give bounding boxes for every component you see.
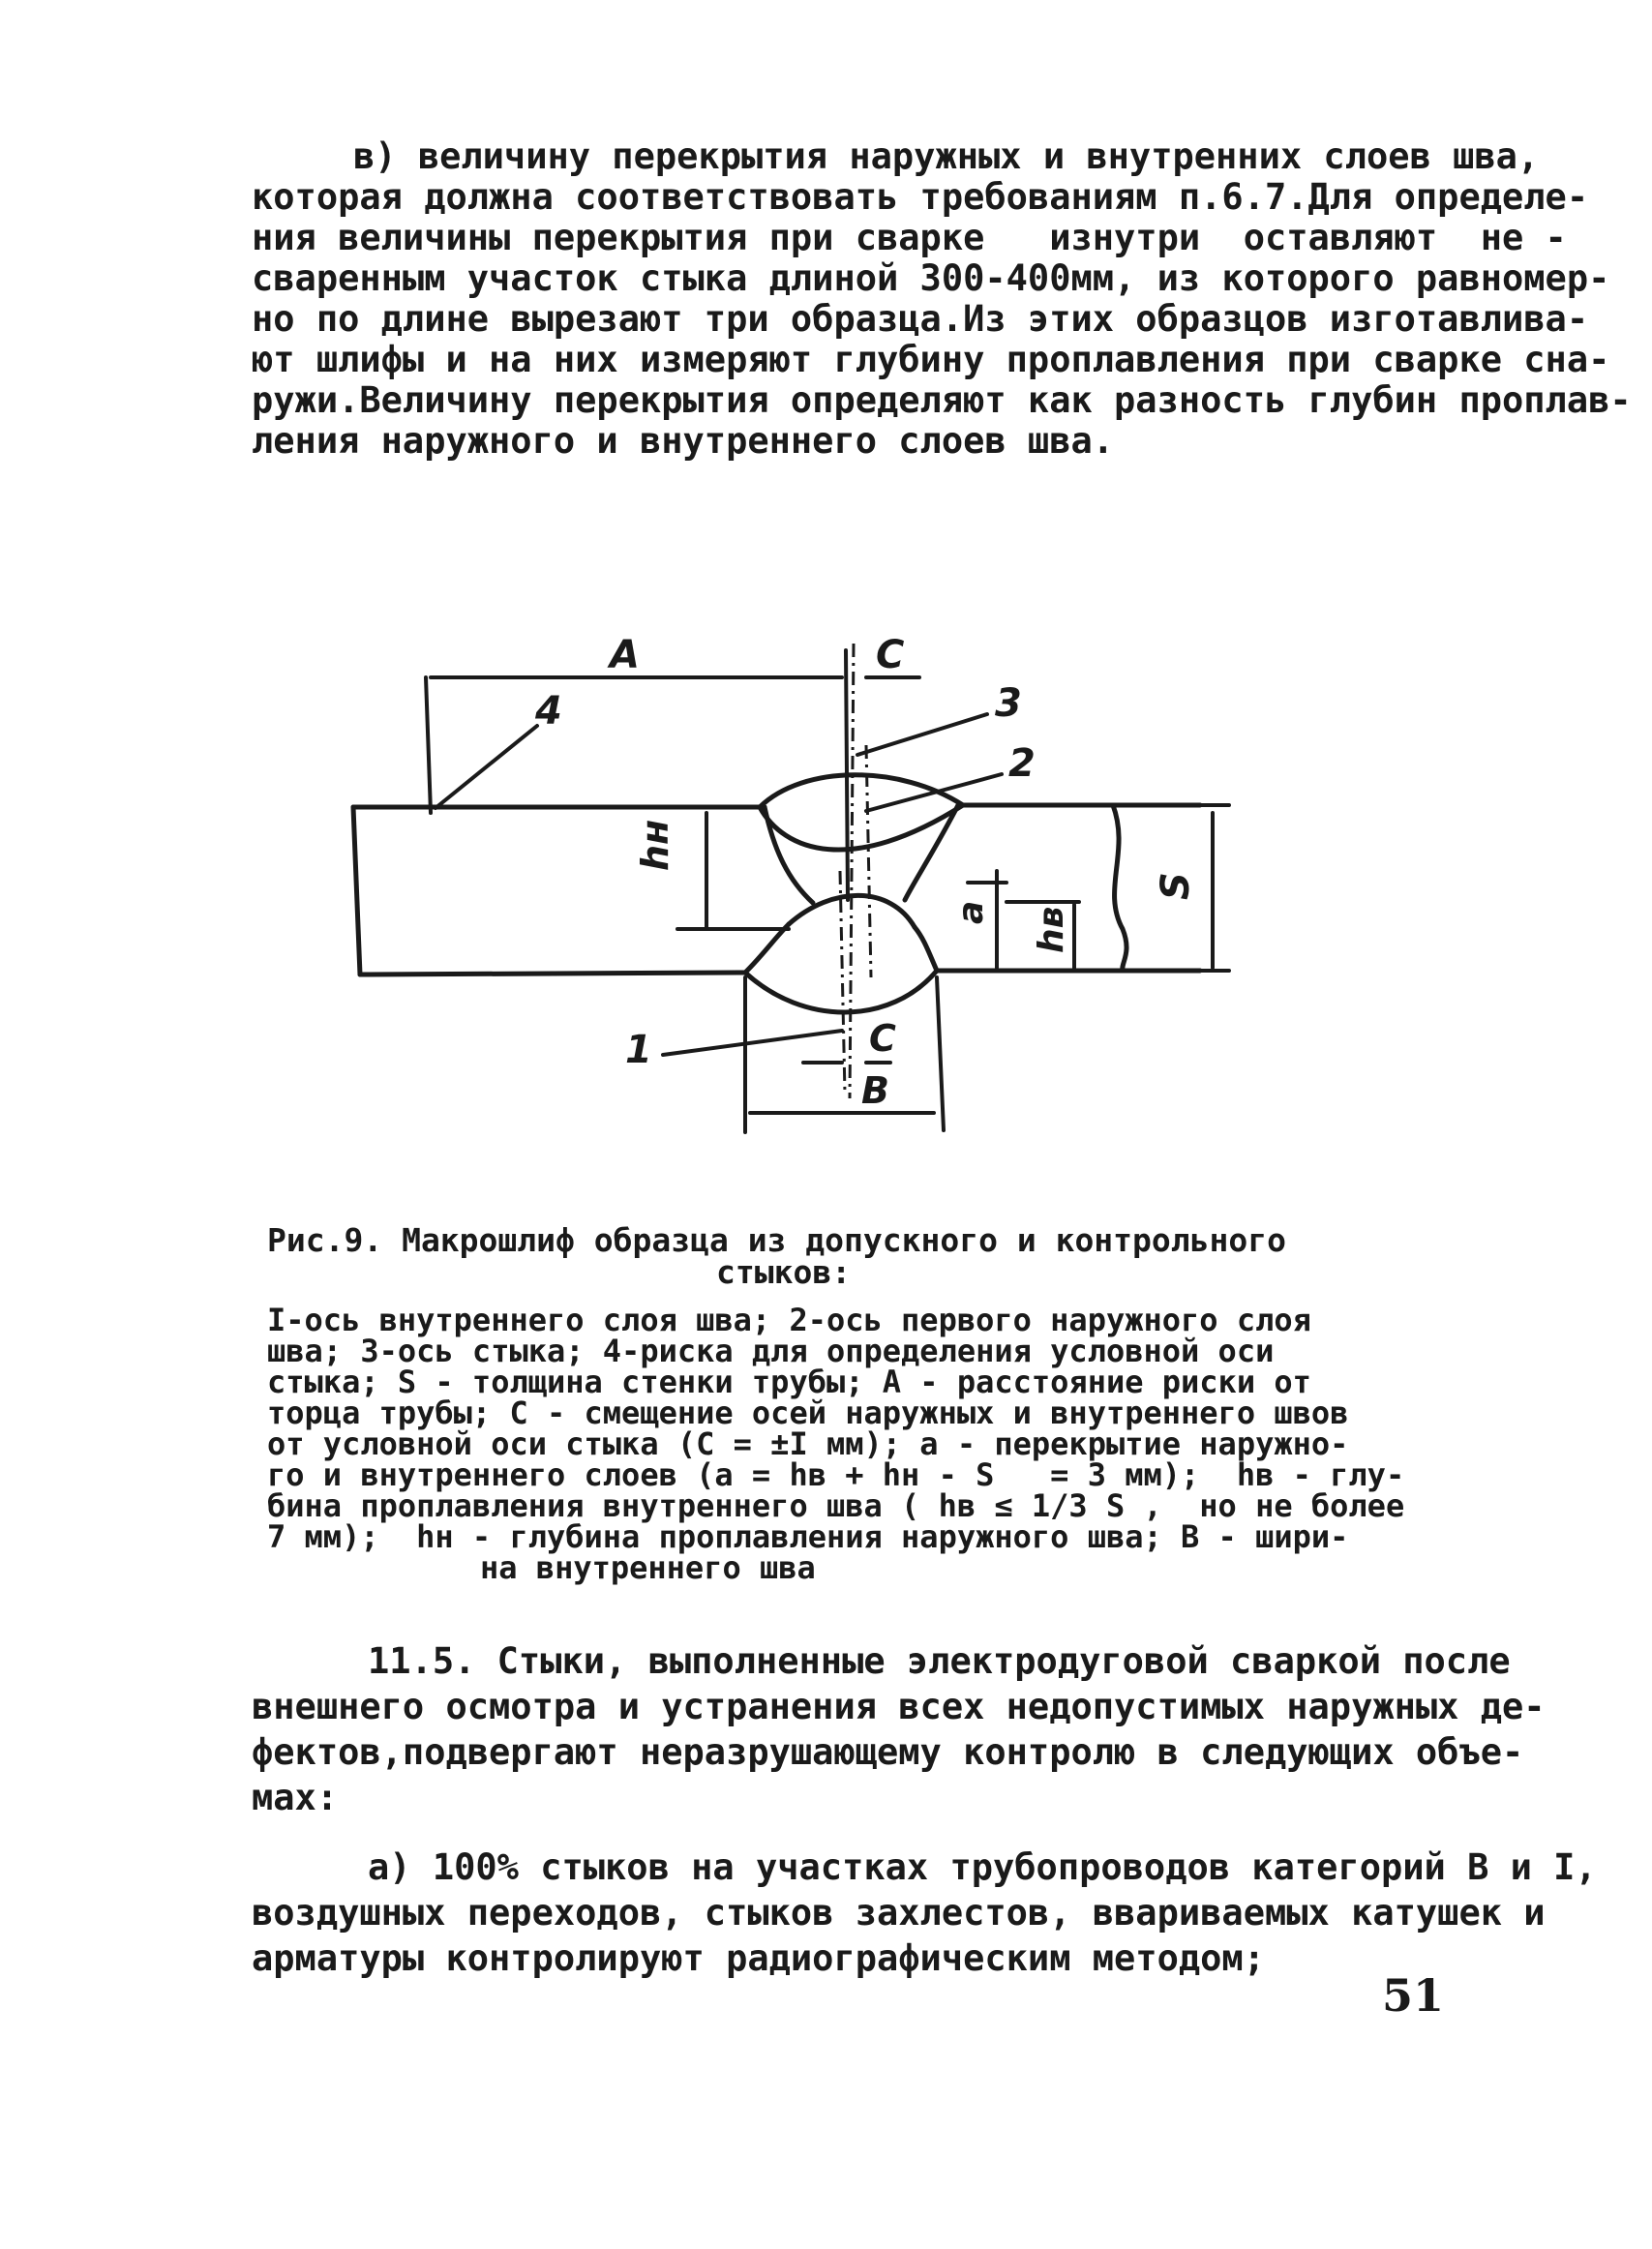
label-3: 3	[995, 681, 1022, 726]
text-line: ют шлифы и на них измеряют глубину проплавления при сварке сна-	[252, 339, 1610, 380]
axis-1-inner	[840, 871, 845, 1094]
groove-right	[905, 805, 958, 900]
axis-2-outer	[866, 745, 871, 977]
legend-line: бина проплавления внутреннего шва ( hв ≤ 1/3 S , но не более	[267, 1487, 1405, 1524]
label-S: S	[1154, 872, 1198, 900]
paragraph-item-a	[252, 1846, 1597, 1985]
text-line: 11.5. Стыки, выполненные электродуговой сваркой после	[368, 1640, 1511, 1682]
paragraph-section-11-5	[252, 1640, 1546, 1824]
legend-line: на внутреннего шва	[480, 1549, 816, 1586]
label-1: 1	[625, 1028, 652, 1072]
text-line: ния величины перекрытия при сварке изнутри оставляют не -	[252, 217, 1567, 258]
label-C-top: C	[876, 633, 905, 677]
text-line: но по длине вырезают три образца.Из этих образцов изготавлива-	[252, 298, 1589, 340]
text-line: внешнего осмотра и устранения всех недопустимых наружных де-	[252, 1686, 1546, 1727]
label-C-bottom: C	[869, 1017, 896, 1060]
label-hb: hв	[1032, 906, 1071, 953]
text-line: в) величину перекрытия наружных и внутренних слоев шва,	[353, 135, 1540, 177]
text-line: которая должна соответствовать требованиям п.6.7.Для определе-	[252, 176, 1589, 218]
text-line: а) 100% стыков на участках трубопроводов категорий В и I,	[368, 1846, 1597, 1888]
legend-line: 7 мм); hн - глубина проплавления наружного шва; B - шири-	[267, 1518, 1349, 1555]
legend-line: I-ось внутреннего слоя шва; 2-ось первого наружного слоя	[267, 1302, 1311, 1338]
label-2: 2	[1008, 741, 1036, 786]
leader-1	[663, 1031, 842, 1055]
plate-left-edge	[353, 807, 360, 975]
figure-legend	[267, 1302, 1405, 1586]
plate-bottom-edge	[360, 971, 1200, 975]
leader-4	[436, 726, 537, 808]
text-line: ружи.Величину перекрытия определяют как разность глубин проплав-	[252, 379, 1632, 421]
text-line: воздушных переходов, стыков захлестов, ввариваемых катушек и	[252, 1892, 1546, 1934]
dim-B	[745, 977, 944, 1132]
figure-caption-title: Рис.9. Макрошлиф образца из допускного и контрольного	[267, 1221, 1286, 1259]
label-A: A	[610, 633, 640, 677]
legend-line: торца трубы; C - смещение осей наружных и внутреннего швов	[267, 1394, 1349, 1431]
axis-3-joint	[850, 644, 854, 1098]
text-line: ления наружного и внутреннего слоев шва.	[252, 420, 1115, 462]
label-a: a	[951, 900, 991, 924]
page-number: 51	[1382, 1969, 1445, 2022]
label-B: B	[861, 1069, 889, 1112]
text-line: мах:	[252, 1777, 339, 1818]
legend-line: го и внутреннего слоев (a = hв + hн - S = 3 мм); hв - глу-	[267, 1456, 1405, 1493]
text-line: фектов,подвергают неразрушающему контролю в следующих объе-	[252, 1731, 1524, 1773]
legend-line: стыка; S - толщина стенки трубы; A - расстояние риски от	[267, 1364, 1311, 1400]
dim-S	[1200, 805, 1229, 971]
leader-3	[857, 714, 987, 755]
plate-top-edge	[353, 805, 1200, 807]
label-hn: hн	[634, 819, 676, 871]
legend-line: шва; 3-ось стыка; 4-риска для определения условной оси	[267, 1333, 1275, 1369]
legend-line: от условной оси стыка (C = ±I мм); a - перекрытие наружно-	[267, 1425, 1349, 1462]
text-line: сваренным участок стыка длиной 300-400мм, из которого равномер-	[252, 257, 1610, 299]
label-4: 4	[535, 689, 562, 734]
figure-caption-title-cont: стыков:	[716, 1253, 852, 1291]
outer-weld-fusion	[760, 805, 963, 850]
text-line: арматуры контролируют радиографическим методом;	[252, 1937, 1265, 1979]
plate-right-break	[1113, 805, 1126, 971]
